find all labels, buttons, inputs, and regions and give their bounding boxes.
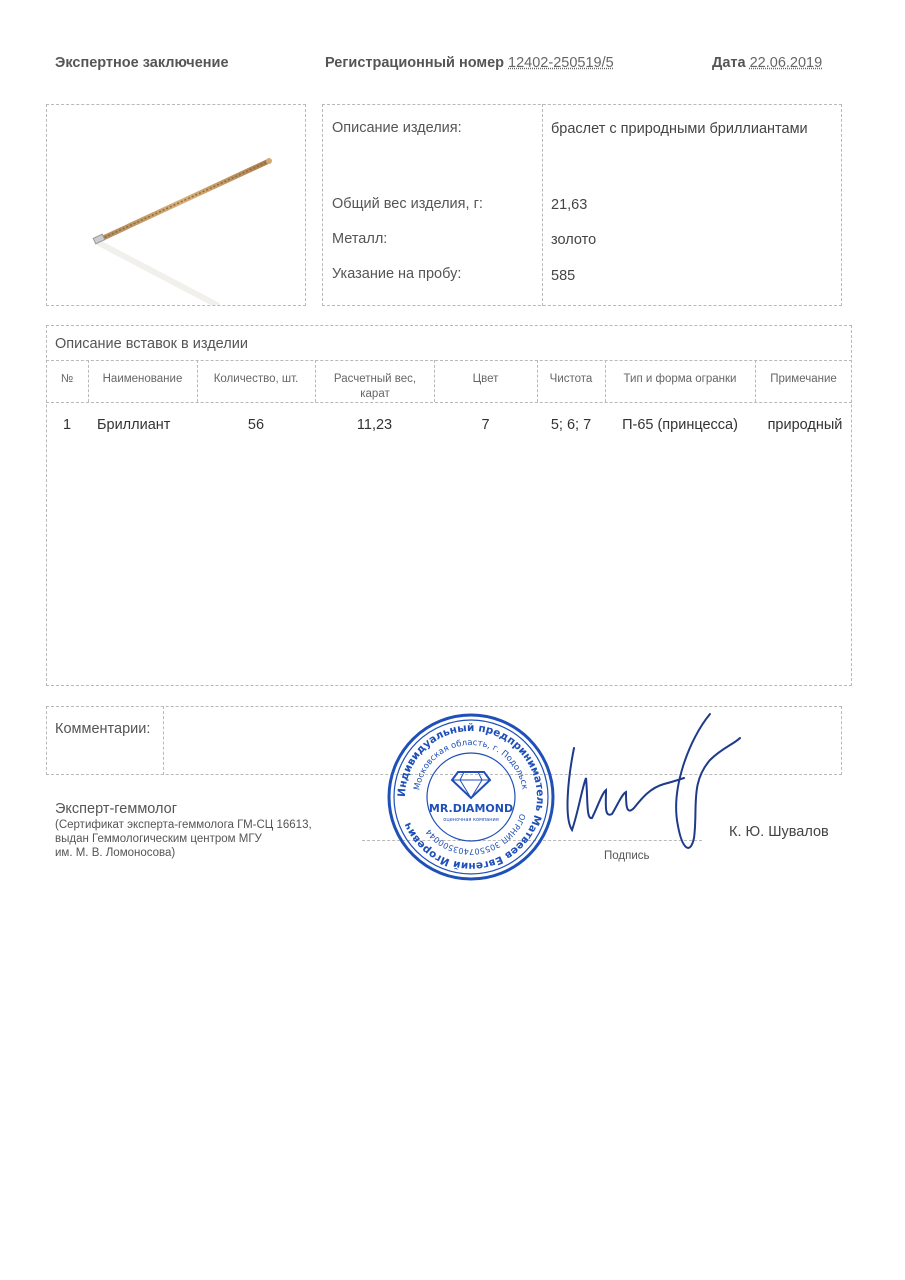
probe-value: 585 <box>551 268 576 284</box>
cell-cut: П-65 (принцесса) <box>622 417 738 433</box>
inserts-header-divider <box>46 402 852 403</box>
cell-clarity: 5; 6; 7 <box>550 417 592 433</box>
cell-name: Бриллиант <box>97 417 171 433</box>
handwritten-signature <box>560 708 750 858</box>
metal-value: золото <box>551 232 597 248</box>
expert-certificate <box>55 818 312 860</box>
weight-label: Общий вес изделия, г: <box>332 196 483 212</box>
cell-number: 1 <box>62 417 72 433</box>
stamp-brand-subtitle: оценочная компания <box>443 817 499 823</box>
column-header-quantity: Количество, шт. <box>213 373 299 385</box>
cell-note: природный <box>767 417 843 433</box>
document-date <box>712 55 822 71</box>
certificate-line: им. М. В. Ломоносова) <box>55 847 176 859</box>
column-header-name: Наименование <box>102 373 183 385</box>
signature-caption: Подпись <box>604 850 650 862</box>
column-header-number: № <box>60 373 74 385</box>
column-header-weight: Расчетный вес, карат <box>333 373 417 400</box>
certificate-line: выдан Геммологическим центром МГУ <box>55 833 262 845</box>
weight-value: 21,63 <box>551 197 588 213</box>
document-title: Экспертное заключение <box>55 55 229 71</box>
comments-label: Комментарии: <box>55 721 151 737</box>
inserts-title: Описание вставок в изделии <box>55 336 248 352</box>
item-photo-frame <box>46 104 306 306</box>
stamp-ogrn: ОГРНИП 305507403500044 <box>424 812 528 857</box>
column-header-clarity: Чистота <box>549 373 593 385</box>
expert-name: К. Ю. Шувалов <box>729 824 829 840</box>
description-value: браслет с природными бриллиантами <box>551 121 808 137</box>
certificate-line: (Сертификат эксперта-геммолога ГМ-СЦ 16613, <box>55 819 312 831</box>
diamond-logo-icon <box>452 772 490 798</box>
registration-label: Регистрационный номер <box>325 55 505 71</box>
company-stamp <box>386 712 556 882</box>
description-label: Описание изделия: <box>332 120 462 136</box>
item-description-divider <box>542 104 543 306</box>
date-label: Дата <box>712 55 746 71</box>
cell-color: 7 <box>481 417 490 433</box>
column-header-color: Цвет <box>472 373 499 385</box>
stamp-brand: MR.DIAMOND <box>428 802 514 815</box>
inserts-title-divider <box>46 360 852 361</box>
metal-label: Металл: <box>332 231 388 247</box>
registration-number <box>325 55 614 71</box>
expert-title: Эксперт-геммолог <box>55 801 178 817</box>
stamp-inner-text: Московская область, г. Подольск <box>412 737 530 792</box>
cell-weight: 11,23 <box>356 417 393 433</box>
date-value: 22.06.2019 <box>749 55 823 71</box>
comments-divider <box>163 706 164 775</box>
bracelet-photo <box>47 105 305 305</box>
column-header-cut: Тип и форма огранки <box>623 373 737 385</box>
registration-value: 12402-250519/5 <box>508 55 614 71</box>
cell-quantity: 56 <box>247 417 265 433</box>
column-header-note: Примечание <box>770 373 837 385</box>
stamp-ring-text: Индивидуальный предприниматель Матвеев Евгений Игоревич <box>395 721 547 873</box>
column-divider <box>315 360 316 402</box>
probe-label: Указание на пробу: <box>332 266 462 282</box>
